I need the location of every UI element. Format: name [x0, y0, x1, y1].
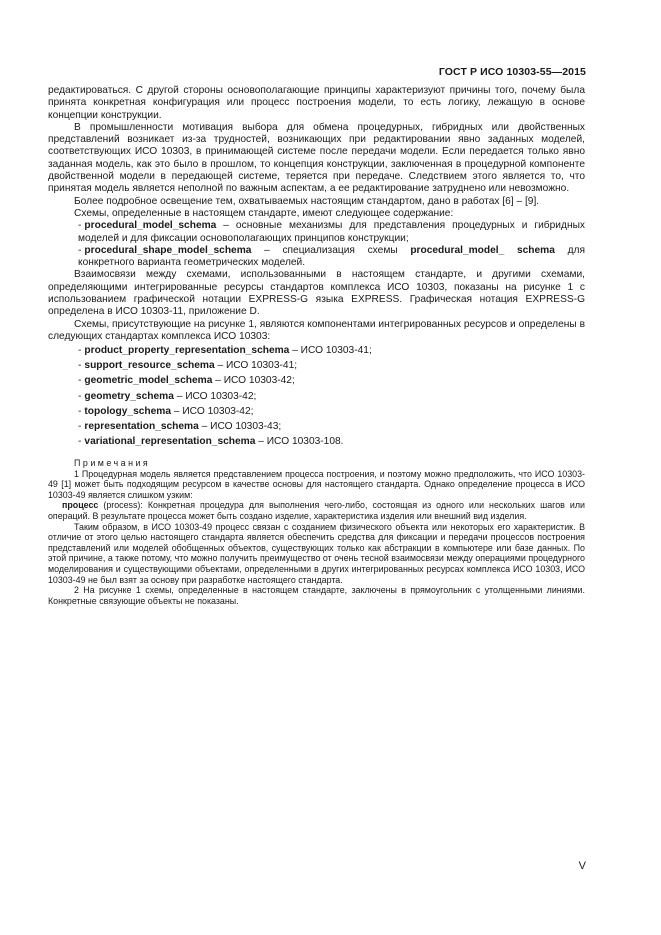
- schema-name: procedural_model_ schema: [410, 244, 555, 256]
- schema-name: product_property_representation_schema: [84, 345, 290, 357]
- list-item-text: – ИСО 10303-42;: [212, 375, 295, 387]
- list-item-text: – ИСО 10303-108.: [255, 435, 344, 447]
- schema-name: geometric_model_schema: [84, 375, 213, 387]
- paragraph-5: Взаимосвязи между схемами, использованными в настоящем стандарте, и другими схемами, определяющими интегрированные ресурсы стандартов комплекса ИСО 10303, показаны на рисунке 1 с использованием графической нотации EXPRESS-G языка EXPRESS. Графическая нотация EXPRESS-G определена в ИСО 10303-11, приложение D.: [48, 269, 585, 318]
- paragraph-3: Более подробное освещение тем, охватываемых настоящим стандартом, дано в работах [6] – [9].: [74, 195, 540, 207]
- paragraph-2: В промышленности мотивация выбора для обмена процедурных, гибридных или двойственных представлений возникает из-за трудностей, возникающих при редактировании явно заданных моделей, соответствующих ИСО 10303, в принимающей системе после передачи модели. Если передается только явно заданная модель, как это было в прошлом, то концепция конструкции, заключенная в процедурной компоненте двойственной модели в передающей системе, теряется при передаче. Следствием этого является то, что принятая модель является неполной по важным аспектам, а ее редактирование затруднено или невозможно.: [48, 121, 585, 195]
- list-dash: -: [78, 345, 82, 357]
- note-1: 1 Процедурная модель является представлением процесса построения, и поэтому можно предположить, что ИСО 10303-49 [1] может быть подходящим ресурсом в качестве основы для настоящего стандарта. Однако определение процесса в ИСО 10303-49 является слишком узким:: [48, 468, 585, 500]
- list-item-text: – ИСО 10303-43;: [198, 420, 282, 432]
- paragraph-6: Схемы, присутствующие на рисунке 1, являются компонентами интегрированных ресурсов и определены в следующих стандартах комплекса ИСО 10303:: [48, 318, 585, 342]
- paragraph-1: редактироваться. С другой стороны основополагающие принципы характеризуют причины того, почему была принята конкретная конфигурация или процесс построения модели, то есть логику, лежащую в основе концепции конструкции.: [48, 85, 585, 121]
- page-body: [48, 85, 585, 606]
- list-item-text: – ИСО 10303-42;: [171, 405, 254, 417]
- list-dash: -: [78, 435, 82, 447]
- schema-name: geometry_schema: [84, 390, 174, 402]
- notes-section: [48, 458, 585, 606]
- document-header: ГОСТ Р ИСО 10303-55—2015: [438, 66, 586, 78]
- list-item-text: – основные механизмы для представления процедурных и гибридных моделей и для фиксации основополагающих принципов конструкции;: [78, 220, 585, 244]
- integrated-resources-list: [48, 345, 585, 448]
- list-item-text: – ИСО 10303-42;: [173, 390, 257, 402]
- note-2: 2 На рисунке 1 схемы, определенные в настоящем стандарте, заключены в прямоугольник с утолщенными линиями. Конкретные связующие объекты не показаны.: [48, 585, 585, 606]
- list-item: [48, 360, 585, 372]
- definition-term: процесс: [62, 500, 99, 511]
- process-definition: [48, 500, 585, 521]
- list-item: [48, 220, 585, 245]
- note-1-continuation: Таким образом, в ИСО 10303-49 процесс связан с созданием физического объекта или некоторых его характеристик. В отличие от этого целью настоящего стандарта является обеспечить средства для фиксации и передачи процессов построения представлений или моделей обобщенных объектов, существующих только как абстракции в компьютере или базе данных. По этой причине, а также потому, что можно получить преимущество от очень тесной взаимосвязи между операциями процедурного моделирования и существующими объектами, определенными в других интегрированных ресурсах комплекса ИСО 10303, ИСО 10303-49 не был взят за основу при разработке настоящего стандарта.: [48, 521, 585, 585]
- list-item: [48, 345, 585, 357]
- list-dash: -: [78, 360, 82, 372]
- list-dash: -: [78, 244, 82, 256]
- list-item: [48, 436, 585, 448]
- list-item-text: – ИСО 10303-41;: [289, 345, 372, 357]
- list-dash: -: [78, 420, 82, 432]
- list-item: [48, 421, 585, 433]
- list-dash: -: [78, 220, 82, 232]
- list-item-text: – специализация схемы: [251, 244, 411, 256]
- schema-name: topology_schema: [84, 405, 172, 417]
- list-item-text: для конкретного варианта геометрических моделей.: [78, 244, 585, 269]
- list-item: [48, 375, 585, 387]
- schema-name: procedural_shape_model_schema: [84, 244, 252, 256]
- schema-name: variational_representation_schema: [84, 435, 256, 447]
- list-dash: -: [78, 375, 82, 387]
- list-dash: -: [78, 390, 82, 402]
- page-number: V: [578, 860, 586, 872]
- schema-name: representation_schema: [84, 420, 199, 432]
- schema-name: procedural_model_schema: [84, 220, 217, 232]
- list-item: [48, 406, 585, 418]
- list-item: [48, 391, 585, 403]
- definition-text: (process): Конкретная процедура для выполнения чего-либо, состоящая из одного или нескольких шагов или операций. В результате процесса может быть создано изделие, характеристика изделия или внешний вид изделия.: [48, 500, 585, 522]
- list-dash: -: [78, 405, 82, 417]
- schema-name: support_resource_schema: [84, 360, 215, 372]
- notes-title: Примечания: [74, 458, 151, 469]
- paragraph-4: Схемы, определенные в настоящем стандарте, имеют следующее содержание:: [74, 207, 454, 219]
- list-item-text: – ИСО 10303-41;: [214, 360, 298, 372]
- list-item: [48, 245, 585, 270]
- schema-definitions-list: [48, 220, 585, 269]
